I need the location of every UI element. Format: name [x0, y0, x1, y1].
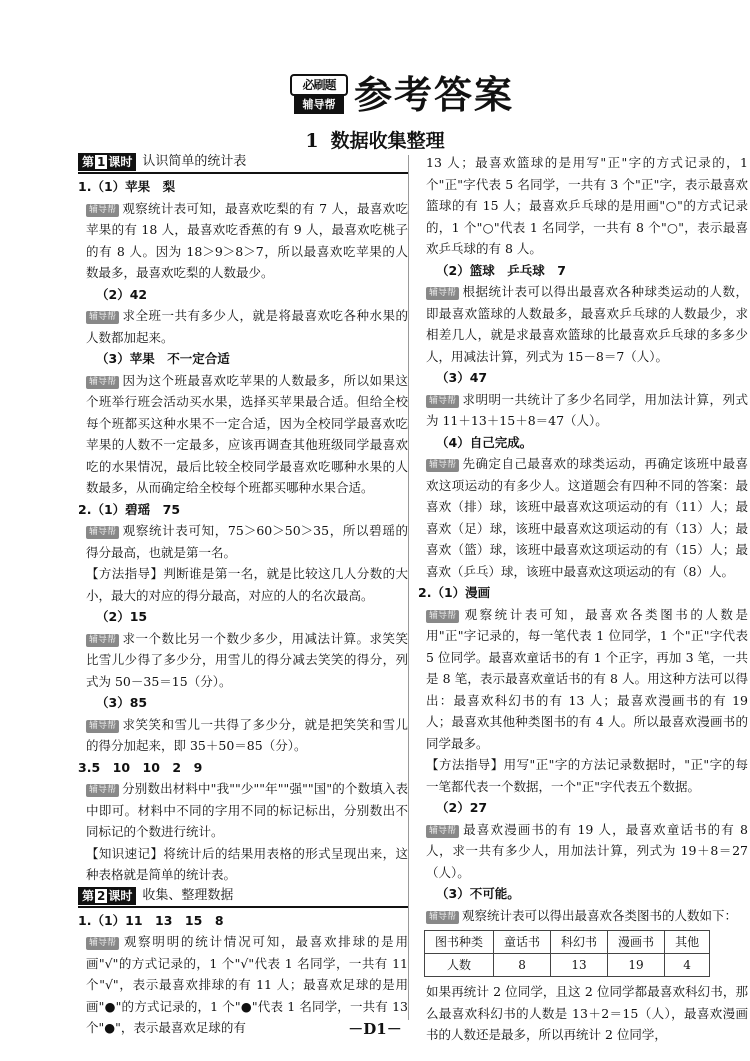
- explanation: 辅导帮 求明明一共统计了多少名同学，用加法计算，列式为 11＋13＋15＋8＝47（人）。: [426, 391, 748, 428]
- tag-label: 辅导帮: [426, 825, 459, 838]
- explanation: 辅导帮 求笑笑和雪儿一共得了多少分，就是把笑笑和雪儿的得分加起来，即 35＋50＝85（分）。: [86, 716, 408, 753]
- answer-heading: 1.（1）11 13 15 8: [78, 912, 224, 928]
- lesson-title: 认识简单的统计表: [142, 154, 247, 170]
- left-column: [78, 152, 408, 1039]
- lesson-badge: 第 2 课时: [78, 887, 136, 905]
- explanation: 辅导帮 分别数出材料中"我""少""年""强""国"的个数填入表中即可。材料中不同的字用不同的标记标出，分别数出不同标记的个数进行统计。: [86, 781, 408, 839]
- section-number: 1: [305, 130, 319, 152]
- page-number: －D1－: [348, 1020, 402, 1038]
- explanation: 辅导帮 求一个数比另一个数少多少，用减法计算。求笑笑比雪儿少得了多少分，用雪儿的得分减去笑笑的得分，列式为 50－35＝15（分）。: [86, 630, 408, 689]
- answer-heading: （3）47: [436, 370, 488, 385]
- answer-heading: 2.（1）碧瑶 75: [78, 501, 181, 517]
- explanation: 辅导帮 观察统计表可知，75＞60＞50＞35，所以碧瑶的得分最高，也就是第一名。: [86, 523, 408, 560]
- tag-label: 辅导帮: [426, 610, 459, 623]
- section-name: 数据收集整理: [330, 130, 445, 152]
- explanation: 辅导帮 观察统计表可以得出最喜欢各类图书的人数如下：: [418, 905, 748, 927]
- tag-label: 辅导帮: [86, 937, 119, 950]
- answer-heading: （3）85: [96, 695, 148, 710]
- answer-heading: （4）自己完成。: [436, 434, 533, 450]
- explanation: 辅导帮 根据统计表可以得出最喜欢各种球类运动的人数，即最喜欢篮球的人数最多，最喜欢乒乓球的人数最少，求相差几人，就是求最喜欢篮球的比最喜欢乒乓球的多多少人，用减法计算，列式为 15－8＝7（人）。: [426, 284, 748, 364]
- book-stats-table: [424, 930, 710, 977]
- answer-heading: （2）42: [96, 286, 148, 302]
- table-cell: 4: [665, 954, 710, 977]
- knowledge-note: 【知识速记】将统计后的结果用表格的形式呈现出来，这种表格就是简单的统计表。: [86, 845, 408, 882]
- table-header-cell: 科幻书: [551, 931, 608, 954]
- explanation: 辅导帮 观察明明的统计情况可知，最喜欢排球的是用画"√"的方式记录的，1 个"√"代表 1 名同学，一共有 11 个"√"，表示最喜欢排球的有 11 人；最喜欢足球的是用画"●"的方式记录的，1 个"●"代表 1 名同学，一共有 13 个"●"，表示最喜欢足球的有: [86, 934, 408, 1035]
- lesson-title: 收集、整理数据: [142, 887, 234, 903]
- answer-heading: （2）15: [96, 609, 148, 624]
- tag-label: 辅导帮: [86, 784, 119, 797]
- tag-label: 辅导帮: [86, 526, 119, 539]
- answer-heading: （3）苹果 不一定合适: [96, 351, 230, 366]
- table-cell: 13: [551, 954, 608, 977]
- page-title: 参考答案: [354, 73, 515, 117]
- table-header-cell: 其他: [665, 931, 710, 954]
- lesson-badge: 第 1 课时: [78, 153, 136, 171]
- answer-heading: （3）不可能。: [436, 886, 520, 901]
- tag-label: 辅导帮: [426, 287, 459, 300]
- table-row: [425, 954, 710, 977]
- page-header: [0, 72, 750, 122]
- method-note: 【方法指导】用写"正"字的方法记录数据时，"正"字的每一笔都代表一个数据，一个"正"字代表五个数据。: [426, 757, 748, 794]
- explanation: 辅导帮 先确定自己最喜欢的球类运动，再确定该班中最喜欢这项运动的有多少人。这道题会有四种不同的答案：最喜欢（排）球，该班中最喜欢这项运动的有（11）人；最喜欢（足）球，该班中最喜欢这项运动的有（13）人；最喜欢（篮）球，该班中最喜欢这项运动的有（15）人；最喜欢（乒乓）球，该班中最喜欢这项运动的有（8）人。: [426, 456, 748, 579]
- table-header-cell: 漫画书: [608, 931, 665, 954]
- explanation: 辅导帮 因为这个班最喜欢吃苹果的人数最多，所以如果这个班举行班会活动买水果，选择买苹果最合适。但给全校每个班都买这种水果不一定合适，因为全校同学最喜欢吃苹果的人数不一定最多，应该再调查其他班级同学最喜欢吃的水果情况，最后比较全校同学最喜欢吃哪种水果的人数最多，从而确定给全校每个班都买哪种水果合适。: [86, 372, 408, 495]
- answer-heading: 1.（1）苹果 梨: [78, 179, 176, 194]
- table-cell: 19: [608, 954, 665, 977]
- table-header-cell: 图书种类: [425, 931, 494, 954]
- tag-label: 辅导帮: [86, 311, 119, 324]
- tag-label: 辅导帮: [426, 911, 459, 924]
- answer-heading: 3.5 10 10 2 9: [78, 759, 203, 775]
- lesson-header: [78, 152, 408, 174]
- column-divider: [408, 155, 409, 1020]
- explanation: 辅导帮 观察统计表可知，最喜欢吃梨的有 7 人，最喜欢吃苹果的有 18 人，最喜欢吃香蕉的有 9 人，最喜欢吃桃子的有 8 人。因为 18＞9＞8＞7，所以最喜欢吃苹果的人数最多，最喜欢吃梨的人数最少。: [86, 200, 408, 280]
- explanation: 辅导帮 观察统计表可知，最喜欢各类图书的人数是用"正"字记录的，每一笔代表 1 位同学，1 个"正"字代表 5 位同学。最喜欢童话书的有 1 个正字，再加 3 笔，一共是 8 笔，表示最喜欢童话书的有 8 人。用这种方法可以得出：最喜欢科幻书的有 13 人；最喜欢漫画书的有 19 人；最喜欢其他种类图书的有 4 人。所以最喜欢漫画书的同学最多。: [426, 606, 748, 751]
- table-cell: 人数: [425, 954, 494, 977]
- explanation: 辅导帮 最喜欢漫画书的有 19 人，最喜欢童话书的有 8 人，求一共有多少人，用加法计算，列式为 19＋8＝27（人）。: [426, 821, 748, 880]
- section-title: [0, 126, 750, 153]
- tag-label: 辅导帮: [86, 204, 119, 217]
- right-column: [418, 152, 748, 1046]
- tag-label: 辅导帮: [86, 720, 119, 733]
- lesson-header: [78, 886, 408, 908]
- explanation-continued: 如果再统计 2 位同学，且这 2 位同学都最喜欢科幻书，那么最喜欢科幻书的人数是 13＋2＝15（人），最喜欢漫画书的人数还是最多，所以再统计 2 位同学，: [426, 984, 748, 1042]
- tag-label: 辅导帮: [86, 376, 119, 389]
- answer-heading: （2）篮球 乒乓球 7: [436, 262, 566, 278]
- explanation-continued: 13 人；最喜欢篮球的是用写"正"字的方式记录的，1 个"正"字代表 5 名同学，一共有 3 个"正"字，表示最喜欢篮球的有 15 人；最喜欢乒乓球的是用画"○"的方式记录的，1 个"○"代表 1 名同学，一共有 8 个"○"，表示最喜欢乒乓球的有 8 人。: [426, 155, 748, 256]
- table-header-cell: 童话书: [494, 931, 551, 954]
- table-cell: 8: [494, 954, 551, 977]
- explanation: 辅导帮 求全班一共有多少人，就是将最喜欢吃各种水果的人数都加起来。: [86, 308, 408, 345]
- logo-bottom-text: 辅导帮: [294, 96, 344, 114]
- answer-heading: 2.（1）漫画: [418, 585, 491, 600]
- tag-label: 辅导帮: [426, 459, 459, 472]
- brand-logo: [290, 74, 348, 116]
- table-header-row: [425, 931, 710, 954]
- logo-top-text: 必刷题: [290, 74, 348, 96]
- tag-label: 辅导帮: [86, 634, 119, 647]
- tag-label: 辅导帮: [426, 395, 459, 408]
- method-note: 【方法指导】判断谁是第一名，就是比较这几人分数的大小，最大的对应的得分最高，对应的人的名次最高。: [86, 566, 408, 603]
- answer-heading: （2）27: [436, 800, 488, 815]
